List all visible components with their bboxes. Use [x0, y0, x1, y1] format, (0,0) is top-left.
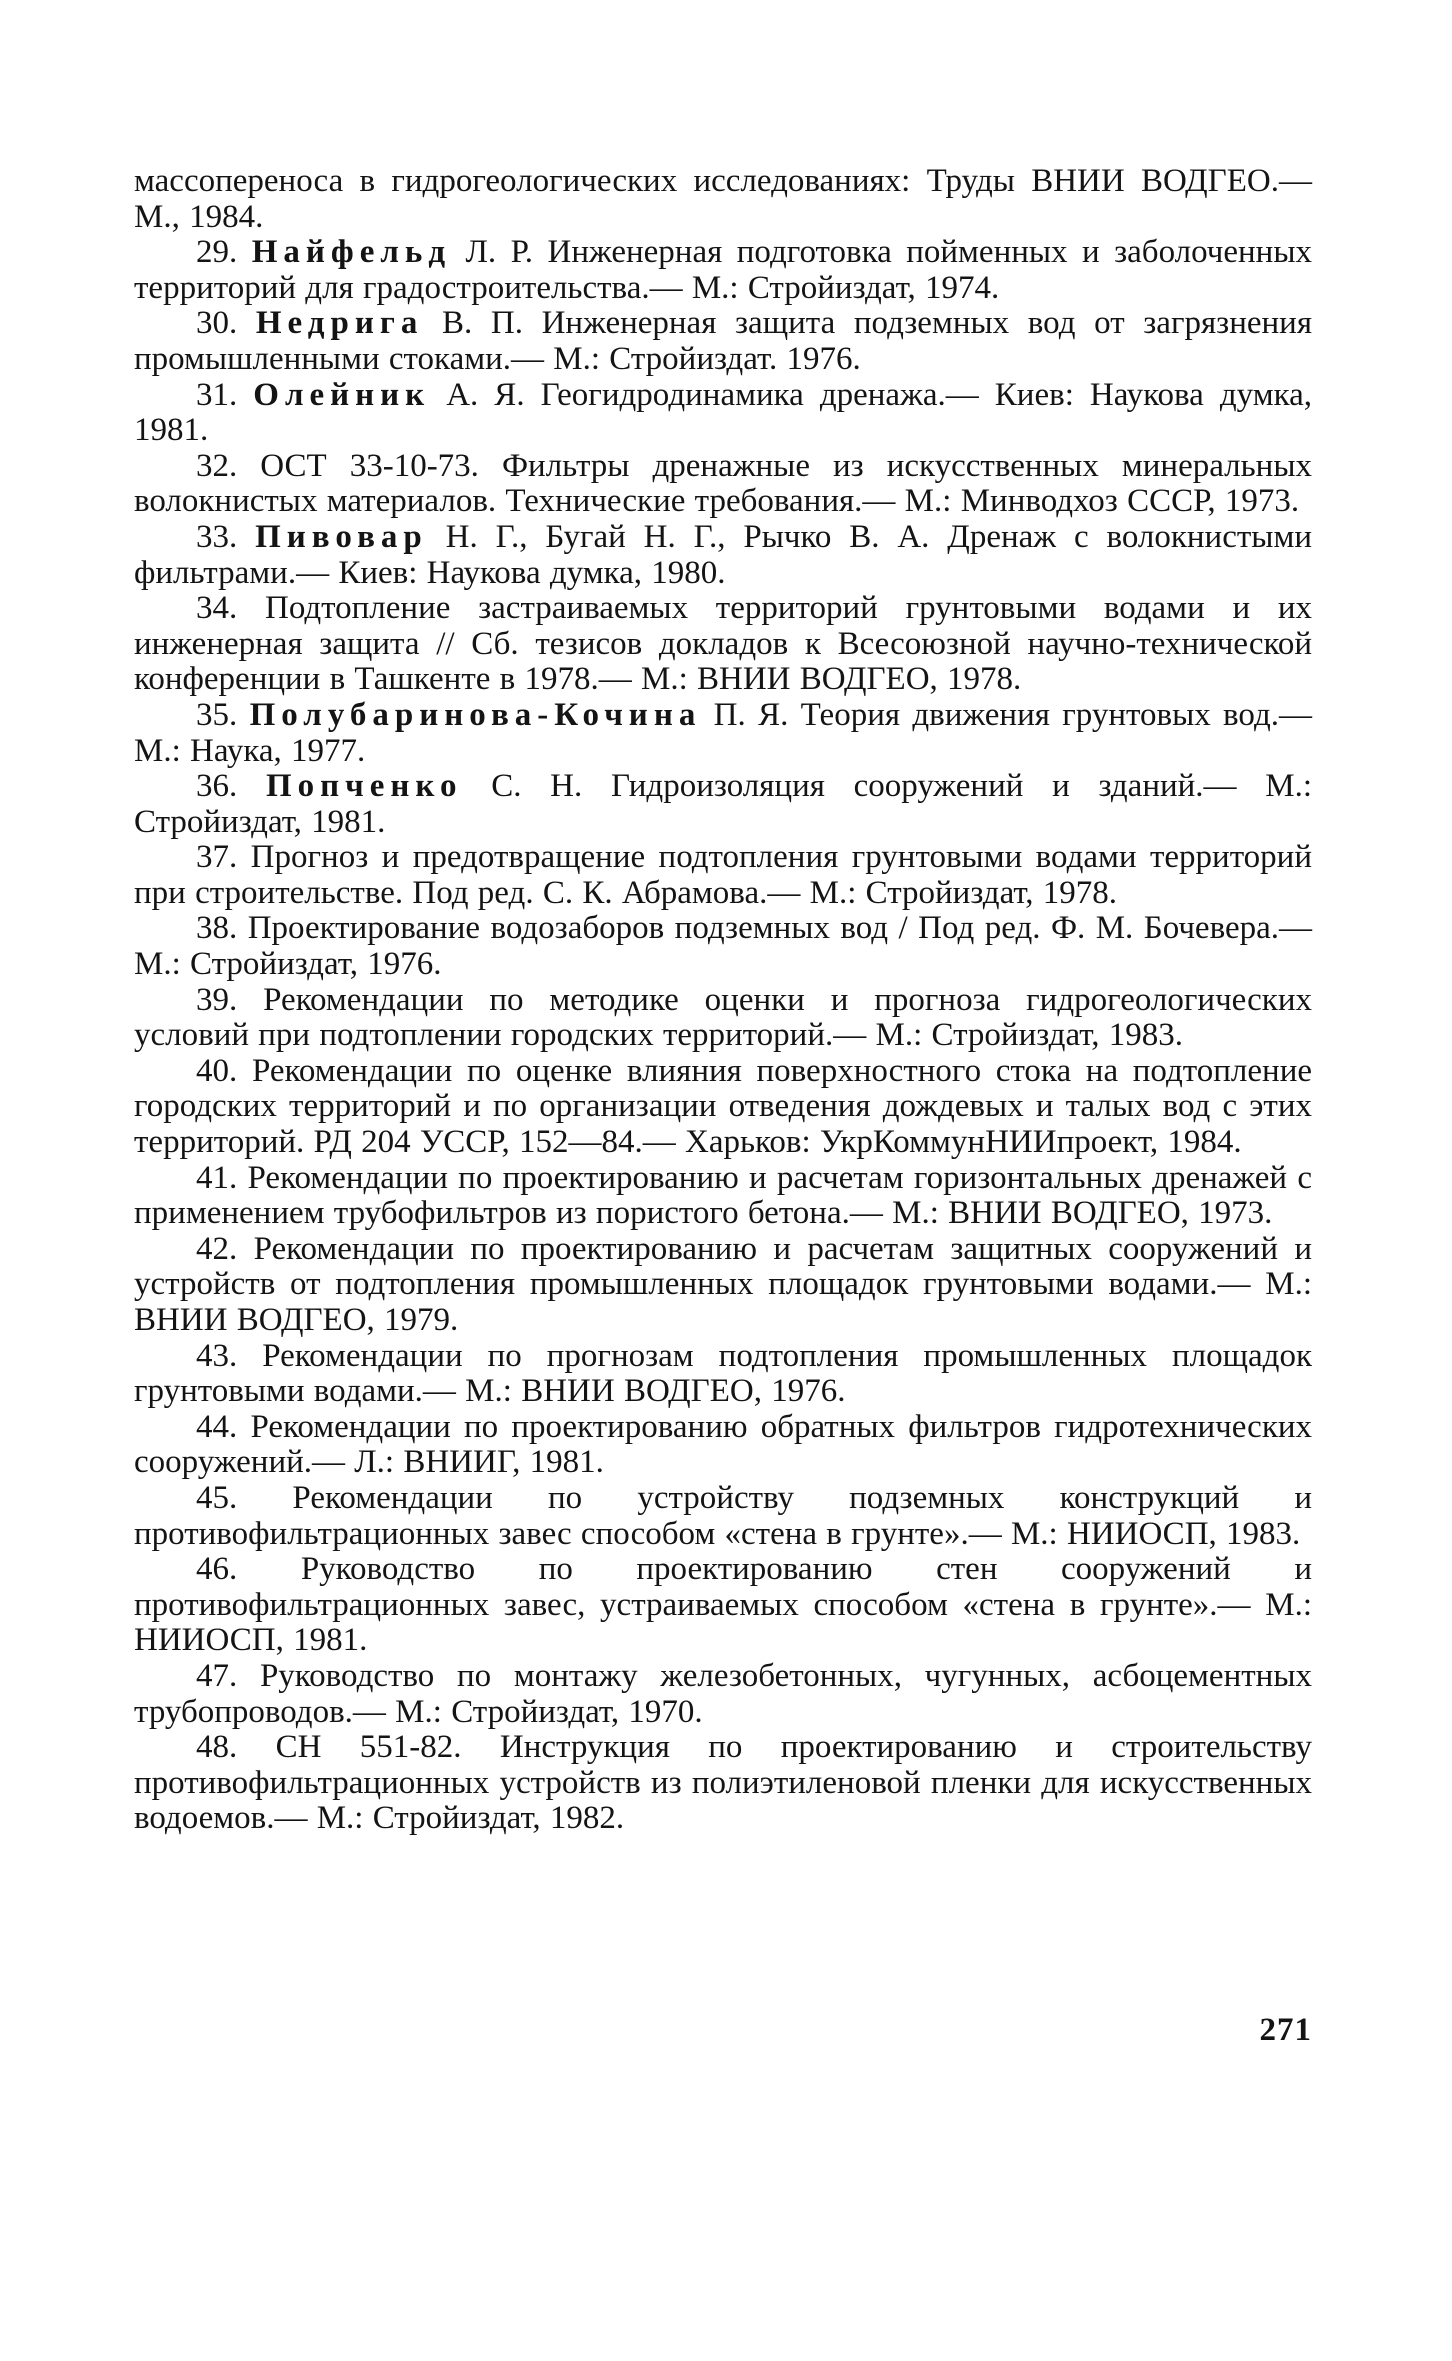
reference-entry [134, 306, 1312, 377]
reference-number: 45. [196, 1479, 238, 1516]
reference-entry [134, 235, 1312, 306]
reference-entry [134, 1730, 1312, 1837]
reference-entry [134, 1232, 1312, 1339]
reference-text: Рекомендации по прогнозам подтопления промышленных площадок грунтовыми водами.— М.: ВНИИ ВОДГЕО, 1976. [134, 1337, 1312, 1410]
reference-author: Найфельд [251, 234, 452, 271]
reference-entry [134, 1659, 1312, 1730]
reference-text: Подтопление застраиваемых территорий грунтовыми водами и их инженерная защита // Сб. тезисов докладов к Всесоюзной научно-технической конференции в Ташкенте в 1978.— М.: ВНИИ ВОДГЕО, 1978. [134, 590, 1313, 698]
reference-number: 37. [196, 839, 238, 876]
reference-number: 48. [196, 1729, 238, 1766]
reference-text: Рекомендации по устройству подземных конструкций и противофильтрационных завес способом «стена в грунте».— М.: НИИОСП, 1983. [134, 1479, 1312, 1552]
reference-author: Пивовар [255, 518, 428, 555]
reference-number: 47. [196, 1657, 238, 1694]
reference-text: Рекомендации по проектированию обратных фильтров гидротехнических сооружений.— Л.: ВНИИГ, 1981. [134, 1408, 1313, 1481]
reference-text: Руководство по проектированию стен сооружений и противофильтрационных завес, устраиваемых способом «стена в грунте».— М.: НИИОСП, 1981. [134, 1551, 1313, 1659]
reference-text: В. П. Инженерная защита подземных вод от загрязнения промышленными стоками.— М.: Стройиздат. 1976. [134, 305, 1313, 377]
reference-author: Попченко [265, 768, 463, 805]
reference-text: Рекомендации по проектированию и расчетам защитных сооружений и устройств от подтопления промышленных площадок грунтовыми водами.— М.: ВНИИ ВОДГЕО, 1979. [134, 1230, 1313, 1338]
reference-text: Рекомендации по проектированию и расчетам горизонтальных дренажей с применением трубофильтров из пористого бетона.— М.: ВНИИ ВОДГЕО, 1973. [134, 1159, 1312, 1232]
reference-number: 43. [196, 1337, 238, 1374]
reference-entry [134, 1410, 1312, 1481]
reference-number: 29. [196, 234, 238, 271]
reference-text: Рекомендации по оценке влияния поверхностного стока на подтопление городских территорий и по организации отведения дождевых и талых вод с этих территорий. РД 204 УССР, 152—84.— Харьков: УкрКоммунНИИпроект, 1984. [134, 1052, 1313, 1161]
reference-number: 42. [196, 1230, 238, 1267]
reference-list [134, 164, 1312, 1837]
reference-entry [134, 983, 1312, 1054]
reference-number: 46. [196, 1551, 238, 1588]
reference-entry [134, 698, 1312, 769]
reference-entry [134, 164, 1312, 235]
reference-number: 32. [196, 447, 238, 484]
reference-author: Олейник [253, 376, 431, 413]
page-number: 271 [1259, 2012, 1312, 2048]
reference-text: Проектирование водозаборов подземных вод / Под ред. Ф. М. Бочевера.— М.: Стройиздат, 1976. [134, 910, 1313, 983]
reference-text: ОСТ 33-10-73. Фильтры дренажные из искусственных минеральных волокнистых материалов. Технические требования.— М.: Минводхоз СССР, 1973. [134, 447, 1313, 520]
reference-entry [134, 520, 1312, 591]
reference-author: Недрига [255, 305, 424, 342]
reference-number: 33. [196, 518, 238, 555]
reference-text: А. Я. Геогидродинамика дренажа.— Киев: Наукова думка, 1981. [134, 376, 1313, 449]
reference-number: 44. [196, 1408, 238, 1445]
reference-entry [134, 911, 1312, 982]
reference-text: Н. Г., Бугай Н. Г., Рычко В. А. Дренаж с волокнистыми фильтрами.— Киев: Наукова думка, 1980. [134, 518, 1312, 591]
reference-text: С. Н. Гидроизоляция сооружений и зданий.— М.: Стройиздат, 1981. [134, 768, 1313, 840]
reference-text: СН 551-82. Инструкция по проектированию и строительству противофильтрационных устройств из полиэтиленовой пленки для искусственных водоемов.— М.: Стройиздат, 1982. [134, 1729, 1312, 1837]
reference-number: 30. [196, 305, 238, 342]
reference-number: 39. [196, 981, 238, 1018]
reference-entry [134, 1161, 1312, 1232]
reference-entry [134, 591, 1312, 698]
reference-number: 41. [196, 1159, 238, 1196]
reference-entry [134, 840, 1312, 911]
reference-text: Руководство по монтажу железобетонных, чугунных, асбоцементных трубопроводов.— М.: Стройиздат, 1970. [134, 1657, 1312, 1730]
reference-number: 36. [196, 768, 238, 805]
reference-entry [134, 1552, 1312, 1659]
reference-number: 34. [196, 590, 238, 627]
reference-text: массопереноса в гидрогеологических исследованиях: Труды ВНИИ ВОДГЕО.— М., 1984. [134, 163, 1312, 235]
reference-entry [134, 1481, 1312, 1552]
reference-number: 31. [196, 376, 238, 413]
reference-text: П. Я. Теория движения грунтовых вод.— М.: Наука, 1977. [134, 696, 1313, 769]
reference-text: Прогноз и предотвращение подтопления грунтовыми водами территорий при строительстве. Под ред. С. К. Абрамова.— М.: Стройиздат, 1978. [134, 839, 1312, 911]
reference-entry [134, 449, 1312, 520]
reference-number: 38. [196, 910, 238, 947]
reference-number: 40. [196, 1052, 238, 1089]
reference-entry [134, 769, 1312, 840]
reference-author: Полубаринова-Кочина [249, 696, 702, 733]
reference-text: Л. Р. Инженерная подготовка пойменных и заболоченных территорий для градостроительства.— М.: Стройиздат, 1974. [134, 234, 1313, 306]
reference-entry [134, 1054, 1312, 1161]
reference-entry [134, 378, 1312, 449]
reference-entry [134, 1339, 1312, 1410]
reference-number: 35. [196, 696, 238, 733]
reference-text: Рекомендации по методике оценки и прогноза гидрогеологических условий при подтоплении городских территорий.— М.: Стройиздат, 1983. [134, 981, 1312, 1054]
